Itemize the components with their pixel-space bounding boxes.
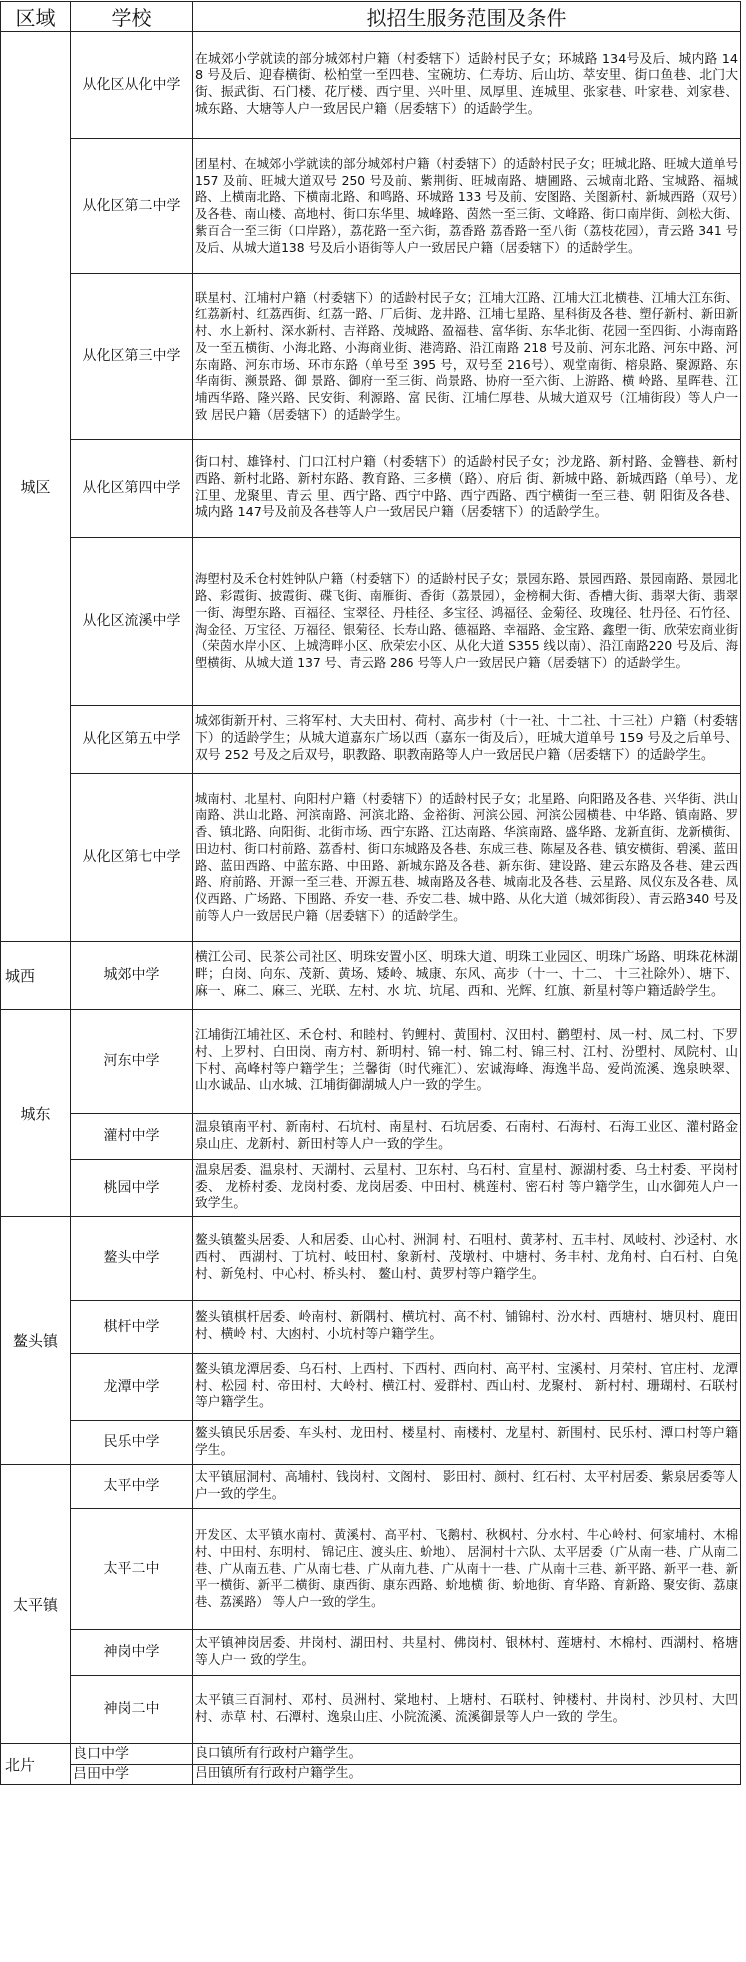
scope-cell: 太平镇神岗居委、井岗村、湖田村、共星村、佛岗村、银林村、莲塘村、木棉村、西湖村、格塘等人户一 致的学生。	[193, 1630, 741, 1676]
table-row	[1, 1744, 741, 1765]
header-region: 区域	[1, 2, 71, 32]
table-row	[1, 1630, 741, 1676]
school-cell: 桃园中学	[71, 1160, 193, 1217]
school-cell: 太平中学	[71, 1465, 193, 1509]
enrollment-table	[0, 1, 741, 1785]
school-cell: 神岗二中	[71, 1676, 193, 1744]
table-row	[1, 1114, 741, 1160]
school-cell: 鳌头中学	[71, 1217, 193, 1301]
scope-cell: 横江公司、民茶公司社区、明珠安置小区、明珠大道、明珠工业园区、明珠广场路、明珠花林湖畔；白岗、向东、茂新、黄场、矮岭、城康、东风、高步（十一、十二、 十三社除外）、塘下、麻一、麻二、麻三、光联、左村、水 坑、坑尾、西和、光辉、红旗、新星村等户籍适龄学生。	[193, 942, 741, 1010]
scope-cell: 良口镇所有行政村户籍学生。	[193, 1744, 741, 1765]
region-cell: 太平镇	[1, 1465, 71, 1744]
school-cell: 民乐中学	[71, 1421, 193, 1465]
scope-cell: 街口村、雄锋村、门口江村户籍（村委辖下）的适龄村民子女；沙龙路、新村路、金簪巷、新村 西路、新村北路、新村东路、教育路、三多横（路）、府后 街、新城中路、新城西路（单号）、龙江里、龙聚里、青云 里、西宁路、西宁中路、西宁西路、西宁横街一至三巷、朝 阳街及各巷、城内路 147号及前及各巷等人户一致居民户籍（居委辖下）的适龄学生。	[193, 440, 741, 538]
school-cell: 神岗中学	[71, 1630, 193, 1676]
header-school: 学校	[71, 2, 193, 32]
region-cell: 北片	[1, 1744, 71, 1785]
school-cell: 吕田中学	[71, 1765, 193, 1785]
region-cell: 城西	[1, 942, 71, 1010]
school-cell: 从化区从化中学	[71, 32, 193, 139]
scope-cell: 团星村、在城郊小学就读的部分城郊村户籍（村委辖下）的适龄村民子女；旺城北路、旺城大道单号 157 及前、旺城大道双号 250 号及前、紫荆街、旺城南路、塘圃路、云城南北路、宝城路、福城路、上横南北路、下横南北路、和鸣路、环城路 133 号及前、安图路、关图新村、新城西路（双号）及各巷、南山楼、高地村、街口东华里、城峰路、茵然一至三街、文峰路、街口南岸街、剑松大街、紫百合一至三街（口岸路），荔花路一至六街，荔香路 荔香路一至八街（荔枝花园），青云路 341 号及后、从城大道138 号及后小语街等人户一致居民户籍（居委辖下）的适龄学生。	[193, 139, 741, 274]
table-row	[1, 1010, 741, 1114]
scope-cell: 海塱村及禾仓村姓钟队户籍（村委辖下）的适龄村民子女；景园东路、景园西路、景园南路、景园北路、彩霞街、披霞街、碟飞街、南雁街、香街（荔景园），金榜桐大街、香槽大街、翡翠大街、翡翠一街、海塱东路、百福径、宝翠径、丹桂径、多宝径、鸿福径、金菊径、玫瑰径、牡丹径、石竹径、淘金径、万宝径、万福径、银菊径、长寿山路、德福路、幸福路、金宝路、鑫塱一街、欣荣宏商业街（荣茵水岸小区、上城湾畔小区、欣荣宏小区、从化大道 S355 线以南）、沿江南路220 号及后、海塱横街、从城大道 137 号、青云路 286 号等人户一致居民户籍（居委辖下）的适龄学生。	[193, 538, 741, 706]
school-cell: 河东中学	[71, 1010, 193, 1114]
scope-cell: 太平镇三百洞村、邓村、员洲村、棠地村、上塘村、石联村、钟楼村、井岗村、沙贝村、大凹村、赤草 村、石潭村、逸泉山庄、小院流溪、流溪御景等人户一致的 学生。	[193, 1676, 741, 1744]
header-row	[1, 2, 741, 32]
scope-cell: 吕田镇所有行政村户籍学生。	[193, 1765, 741, 1785]
scope-cell: 温泉居委、温泉村、天湖村、云星村、卫东村、乌石村、宣星村、源湖村委、乌土村委、平岗村委、 龙桥村委、龙岗村委、龙岗居委、中田村、桃莲村、密石村 等户籍学生，山水御苑人户一致学生。	[193, 1160, 741, 1217]
header-scope: 拟招生服务范围及条件	[193, 2, 741, 32]
region-cell: 鳌头镇	[1, 1217, 71, 1465]
scope-cell: 在城郊小学就读的部分城郊村户籍（村委辖下）适龄村民子女；环城路 134号及后、城内路 148 号及后、迎春横街、松柏堂一至四巷、宝碗坊、仁寿坊、后山坊、萃安里、街口鱼巷、北门大街、振武街、石门楼、花厅楼、西宁里、兴叶里、凤厚里、连城里、张家巷、叶家巷、刘家巷、城东路、大塘等人户一致居民户籍（居委辖下）的适龄学生。	[193, 32, 741, 139]
school-cell: 棋杆中学	[71, 1301, 193, 1354]
scope-cell: 开发区、太平镇水南村、黄溪村、高平村、飞鹅村、秋枫村、分水村、牛心岭村、何家埔村、木棉村、中田村、东明村、 锦记庄、渡头庄、蚧地）、 居洞村十六队、太平居委（广从南一巷、广从南二巷、广从南五巷、广从南七巷、广从南九巷、广从南十一巷、广从南十三巷、新平路、新平一巷、新平一横街、新平二横街、康西街、康东西路、蚧地横 街、蚧地街、育华路、育新路、聚安街、荔康巷、荔溪路） 等人户一致的学生。	[193, 1509, 741, 1630]
scope-cell: 温泉镇南平村、新南村、石坑村、南星村、石坑居委、石南村、石海村、石海工业区、灌村路金泉山庄、龙新村、新田村等人户一致的学生。	[193, 1114, 741, 1160]
table-row	[1, 1509, 741, 1630]
table-row	[1, 1421, 741, 1465]
table-row	[1, 139, 741, 274]
region-cell: 城区	[1, 32, 71, 942]
scope-cell: 鳌头镇棋杆居委、岭南村、新隅村、横坑村、高不村、铺锦村、汾水村、西塘村、塘贝村、鹿田村、横岭 村、大凼村、小坑村等户籍学生。	[193, 1301, 741, 1354]
scope-cell: 城南村、北星村、向阳村户籍（村委辖下）的适龄村民子女；北星路、向阳路及各巷、兴华街、洪山南路、洪山北路、河滨南路、河滨北路、金裕街、河滨公园、河滨公园横巷、中华路、镇南路、罗香、镇北路、向阳街、北街市场、西宁东路、江达南路、华滨南路、盛华路、龙新直街、龙新横街、田边村、街口村前路、荔香村、街口东城路及各巷、东成三巷、陈屋及各巷、镇安横街、碧溪、蓝田路、蓝田西路、中蓝东路、中田路、新城东路及各巷、新东街、建设路、建云东路及各巷、建云西路、府前路、开源一至三巷、开源五巷、城南路及各巷、城南北及各巷、云星路、凤仪东及各巷、凤仪西路、广场路、下围路、乔安一巷、乔安二巷、城中路、从化大道（城郊街段）、青云路340 号及前等人户一致居民户籍（居委辖下）的适龄学生。	[193, 774, 741, 942]
table-row	[1, 1465, 741, 1509]
table-row	[1, 1354, 741, 1421]
scope-cell: 江埔街江埔社区、禾仓村、和睦村、钓鲤村、黄围村、汉田村、鹳塱村、凤一村、凤二村、下罗村、上罗村、白田岗、南方村、新明村、锦一村、锦二村、锦三村、江村、汾塱村、凤院村、山下村、高峰村等户籍学生；兰馨街（时代雍汇）、宏诚海峰、海逸半岛、爱尚流溪、逸泉映翠、山水诚品、山水城、江埔街御湖城人户一致的学生。	[193, 1010, 741, 1114]
table-row	[1, 440, 741, 538]
table-row	[1, 32, 741, 139]
table-row	[1, 274, 741, 440]
table-row	[1, 1160, 741, 1217]
school-cell: 从化区第七中学	[71, 774, 193, 942]
region-cell: 城东	[1, 1010, 71, 1217]
scope-cell: 鳌头镇鳌头居委、人和居委、山心村、洲洞 村、石咀村、黄茅村、五丰村、凤岐村、沙迳村、水西村、 西湖村、丁坑村、岐田村、象新村、茂墩村、中塘村、务丰村、龙角村、白石村、白兔村、新兔村、中心村、桥头村、 鳌山村、黄罗村等户籍学生。	[193, 1217, 741, 1301]
table-row	[1, 706, 741, 774]
scope-cell: 鳌头镇龙潭居委、乌石村、上西村、下西村、西向村、高平村、宝溪村、月荣村、官庄村、龙潭村、松园 村、帝田村、大岭村、横江村、爱群村、西山村、龙聚村、 新村村、珊瑚村、石联村等户籍学生。	[193, 1354, 741, 1421]
school-cell: 城郊中学	[71, 942, 193, 1010]
school-cell: 从化区第二中学	[71, 139, 193, 274]
school-cell: 从化区第四中学	[71, 440, 193, 538]
table-row	[1, 1765, 741, 1785]
school-cell: 从化区第五中学	[71, 706, 193, 774]
scope-cell: 城郊街新开村、三将军村、大夫田村、荷村、高步村（十一社、十二社、十三社）户籍（村委辖下）的适龄学生；从城大道嘉东广场以西（嘉东一街及后），旺城大道单号 159 号及之后单号、双号 252 号及之后双号，职教路、职教南路等人户一致居民户籍（居委辖下）的适龄学生。	[193, 706, 741, 774]
table-row	[1, 1301, 741, 1354]
school-cell: 太平二中	[71, 1509, 193, 1630]
table-row	[1, 774, 741, 942]
table-row	[1, 1676, 741, 1744]
school-cell: 良口中学	[71, 1744, 193, 1765]
scope-cell: 鳌头镇民乐居委、车头村、龙田村、楼星村、南楼村、龙星村、新围村、民乐村、潭口村等户籍学生。	[193, 1421, 741, 1465]
table-row	[1, 1217, 741, 1301]
school-cell: 灌村中学	[71, 1114, 193, 1160]
school-cell: 从化区流溪中学	[71, 538, 193, 706]
school-cell: 从化区第三中学	[71, 274, 193, 440]
table-row	[1, 942, 741, 1010]
table-row	[1, 538, 741, 706]
school-cell: 龙潭中学	[71, 1354, 193, 1421]
scope-cell: 太平镇屈洞村、高埔村、钱岗村、文阁村、 影田村、颜村、红石村、太平村居委、紫泉居委等人户一致的学生。	[193, 1465, 741, 1509]
scope-cell: 联星村、江埔村户籍（村委辖下）的适龄村民子女；江埔大江路、江埔大江北横巷、江埔大江东街、红荔新村、红荔西街、红荔一路、厂后街、龙井路、江埔七星路、星科街及各巷、塑仔新村、新田新村、水上新村、深水新村、吉祥路、茂城路、盈福巷、富华街、东华北街、花园一至四街、小海南路及一至五横街、小海北路、小海商业街、港湾路、沿江南路 218 号及前、河东北路、河东中路、河东南路、河东市场、环市东路（单号至 395 号，双号至 216号）、观堂南街、榕泉路、聚源路、东华南街、濒景路、御 景路、御府一至三街、尚景路、协府一至六街、上游路、横 岭路、星晖巷、江埔西华路、隆兴路、民安街、利源路、富 民街、江埔仁厚巷、从城大道双号（江埔街段）等人户一致 居民户籍（居委辖下）的适龄学生。	[193, 274, 741, 440]
